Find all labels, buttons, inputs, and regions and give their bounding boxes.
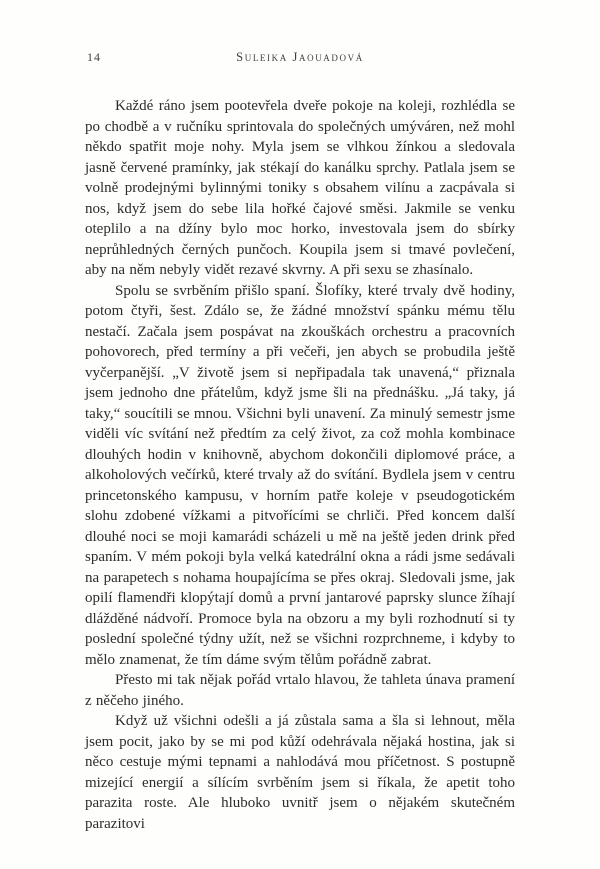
body-paragraph: Spolu se svrběním přišlo spaní. Šlofíky, které trvaly dvě hodiny, potom čtyři, šest. Zdálo se, že žádné množství spánku mému tělu nestačí. Začala jsem pospávat na zkouškách orchestru a pracovních pohovorech, před termíny a při večeři, jen abych se probudila ještě vyčerpanější. „V životě jsem si nepřipadala tak unavená,“ přiznala jsem jednoho dne přátelům, když jsme šli na přednášku. „Já taky, já taky,“ soucítili se mnou. Všichni byli unavení. Za minulý semestr jsme viděli víc svítání než předtím za celý život, za což mohla kombinace dlouhých hodin v knihovně, abychom dokončili diplomové práce, a alkoholových večírků, které trvaly až do svítání. Bydlela jsem v centru princetonského kampusu, v horním patře koleje v pseudogotickém slohu zdobené vížkami a pitvořícími se chrliči. Před koncem další dlouhé noci se moji kamarádi scházeli u mě na ještě jeden drink před spaním. V mém pokoji byla velká katedrální okna a rádi jsme sedávali na parapetech s nohama houpajícíma se přes okraj. Sledovali jsme, jak opilí flamendři klopýtají domů a první jantarové paprsky slunce žíhají dlážděné nádvoří. Promoce byla na obzoru a my byli rozhodnutí si ty poslední společné týdny užít, než se všichni rozprchneme, i kdyby to mělo znamenat, že tím dáme svým tělům pořádně zabrat. xyxy=(85,282,515,668)
page-header xyxy=(85,50,515,66)
running-title: Suleika Jaouadová xyxy=(236,50,364,64)
page-number: 14 xyxy=(87,50,101,64)
body-paragraph: Přesto mi tak nějak pořád vrtalo hlavou, že tahleta únava pramení z něčeho jiného. xyxy=(85,672,515,709)
body-paragraph: Když už všichni odešli a já zůstala sama a šla si lehnout, měla jsem pocit, jako by se mi pod kůží odehrávala nějaká hostina, jak si něco cestuje mými tepnami a nahlodává mou příčetnost. S postupně mizející energií a sílícím svrběním jsem si říkala, že apetit toho parazita roste. Ale hluboko uvnitř jsem o nějakém skutečném parazitovi xyxy=(85,713,515,832)
body-paragraph: Každé ráno jsem pootevřela dveře pokoje na koleji, rozhlédla se po chodbě a v ručníku sprintovala do společných umýváren, než mohl někdo spatřit moje nohy. Myla jsem se vlhkou žínkou a sledovala jasně červené pramínky, jak stékají do kanálku sprchy. Patlala jsem se volně prodejnými bylinnými toniky s obsahem vilínu a zacpávala si nos, když jsem do sebe lila hořké čajové směsi. Jakmile se venku oteplilo a na džíny bylo moc horko, investovala jsem do sbírky neprůhledných černých punčoch. Koupila jsem si tmavé povlečení, aby na něm nebyly vidět rezavé skvrny. A při sexu se zhasínalo. xyxy=(85,98,515,278)
body-text xyxy=(85,96,515,834)
